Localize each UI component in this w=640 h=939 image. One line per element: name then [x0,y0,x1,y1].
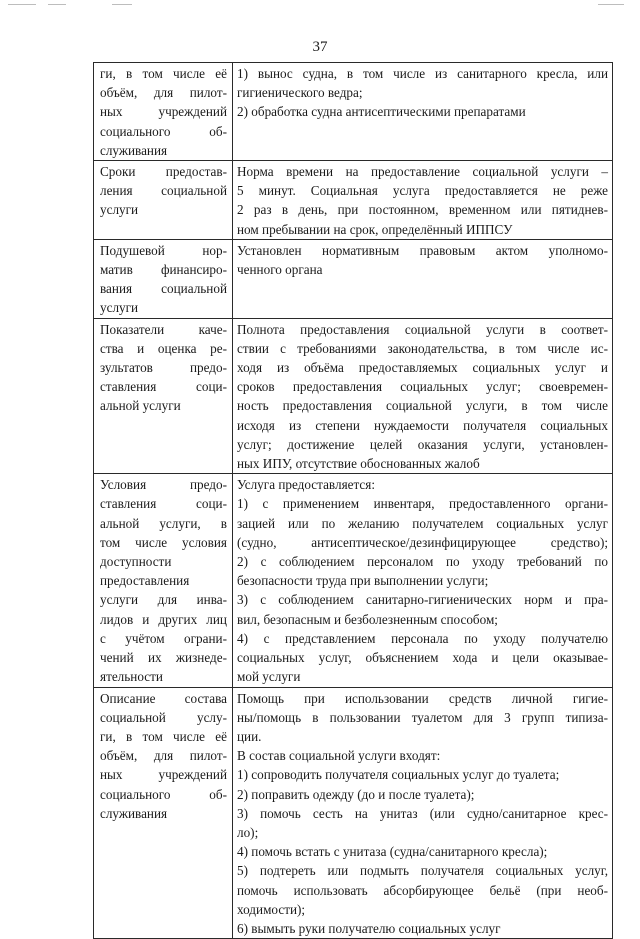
content-text-line: социальных услуг, объяснением хода и цели оказывае- [237,650,608,666]
content-text-line: ции. [237,728,262,744]
service-description-table [93,62,613,939]
header-text-line: вания социальной [100,281,227,297]
header-text-line: том числе условия [100,534,227,550]
content-text-line: 5 минут. Социальная услуга предоставляется не реже [237,183,608,199]
content-text-line: вил, безопасным и безболезненным способом; [237,611,498,627]
header-text-line: ятельности [100,669,163,685]
row-header-cell [94,474,233,687]
row-header-cell [94,318,233,474]
header-text-line: матив финансиро- [100,262,227,278]
content-text-line: гигиенического ведра; [237,85,363,101]
row-header-cell [94,63,233,161]
header-text-line: ставления соци- [100,379,227,395]
content-text-line: 4) помочь встать с унитаза (судна/санитарного кресла); [237,844,548,860]
content-text-line: 4) с представлением персонала по уходу получателю [237,630,608,646]
content-text-line: 3) помочь сесть на унитаз (или судно/санитарное крес- [237,805,608,821]
header-text-line: объём, для пилот- [100,748,227,764]
content-text-line: ных ИПУ, отсутствие обоснованных жалоб [237,456,480,472]
row-content-cell [233,239,613,318]
row-content-cell [233,687,613,939]
row-content-cell [233,318,613,474]
header-text-line: Подушевой нор- [100,242,227,258]
header-text-line: социальной услу- [100,709,227,725]
content-text-line: 2 раз в день, при постоянном, временном или пятиднев- [237,202,608,218]
scan-artifact [598,4,624,5]
content-text-line: Установлен нормативным правовым актом уполномо- [237,242,608,258]
header-text-line: зультатов предо- [100,360,227,376]
content-text-line: ло); [237,824,259,840]
content-text-line: 1) сопроводить получателя социальных услуг до туалета; [237,767,560,783]
header-text-line: Показатели каче- [100,321,227,337]
header-text-line: служивания [100,805,168,821]
content-text-line: услуг; достижение целей оказания услуги, установлен- [237,436,608,452]
content-text-line: Помощь при использовании средств личной гигие- [237,690,608,706]
header-text-line: Условия предо- [100,477,227,493]
header-text-line: ги, в том числе её [100,66,227,81]
header-text-line: чений их жизнеде- [100,650,227,666]
header-text-line: альной услуги, в [100,515,227,531]
row-content-cell [233,161,613,240]
header-text-line: ления социальной [100,183,227,199]
page-number: 37 [312,39,328,55]
content-text-line: ченного органа [237,262,323,278]
content-text-line: ны/помощь в пользовании туалетом для 3 групп типиза- [237,709,608,725]
row-content-cell [233,474,613,687]
table-row [94,161,613,240]
header-text-line: Сроки предостав- [100,164,227,180]
header-text-line: услуги [100,202,139,218]
header-text-line: социального об- [100,786,227,802]
content-text-line: мой услуги [237,669,301,685]
header-text-line: Описание состава [100,690,227,706]
table-row [94,63,613,161]
content-text-line: сроков предоставления социальных услуг; своевремен- [237,379,608,395]
table-row [94,474,613,687]
header-text-line: с учётом ограни- [100,630,227,646]
row-header-cell [94,687,233,939]
content-text-line: (судно, антисептическое/дезинфицирующее средство); [237,534,608,550]
content-text-line: ходя из объёма предоставляемых социальных услуг и [237,360,608,376]
content-text-line: 2) обработка судна антисептическими препаратами [237,104,526,120]
header-text-line: ства и оценка ре- [100,340,227,356]
content-text-line: Услуга предоставляется: [237,477,375,493]
table-row [94,318,613,474]
header-text-line: услуги [100,300,139,316]
content-text-line: Полнота предоставления социальной услуги в соответ- [237,321,608,337]
scan-artifact [8,4,36,5]
content-text-line: безопасности труда при выполнении услуги; [237,573,489,589]
row-header-cell [94,161,233,240]
content-text-line: исходя из степени нуждаемости получателя социальных [237,417,608,433]
content-text-line: 1) вынос судна, в том числе из санитарного кресла, или [237,66,608,81]
content-text-line: В состав социальной услуги входят: [237,748,441,764]
row-content-cell [233,63,613,161]
table-body [94,63,613,939]
table-row [94,239,613,318]
header-text-line: доступности [100,554,172,570]
content-text-line: ствии с требованиями законодательства, в том числе ис- [237,340,608,356]
header-text-line: ставления соци- [100,496,227,512]
scan-artifact [48,4,66,5]
content-text-line: помочь использовать абсорбирующее бельё (при необ- [237,882,608,898]
header-text-line: служивания [100,142,168,158]
header-text-line: предоставления [100,573,190,589]
content-text-line: зацией или по желанию получателем социальных услуг [237,515,608,531]
header-text-line: лидов и других лиц [100,611,227,627]
scan-artifact [112,4,132,5]
header-text-line: услуги для инва- [100,592,227,608]
header-text-line: ных учреждений [100,767,227,783]
header-text-line: ных учреждений [100,104,227,120]
header-text-line: ги, в том числе её [100,728,227,744]
content-text-line: ходимости); [237,901,306,917]
content-text-line: 5) подтереть или подмыть получателя социальных услуг, [237,863,608,879]
content-text-line: 2) поправить одежду (до и после туалета); [237,786,475,802]
table-row [94,687,613,939]
content-text-line: 1) с применением инвентаря, предоставленного органи- [237,496,608,512]
header-text-line: социального об- [100,123,227,139]
header-text-line: альной услуги [100,398,181,414]
content-text-line: 6) вымыть руки получателю социальных услуг [237,920,501,936]
content-text-line: Норма времени на предоставление социальной услуги – [237,164,608,180]
content-text-line: ность предоставления социальной услуги, в том числе [237,398,608,414]
content-text-line: 2) с соблюдением персоналом по уходу требований по [237,554,608,570]
content-text-line: ном пребывании на срок, определённый ИППСУ [237,221,513,237]
header-text-line: объём, для пилот- [100,85,227,101]
content-text-line: 3) с соблюдением санитарно-гигиенических норм и пра- [237,592,608,608]
row-header-cell [94,239,233,318]
